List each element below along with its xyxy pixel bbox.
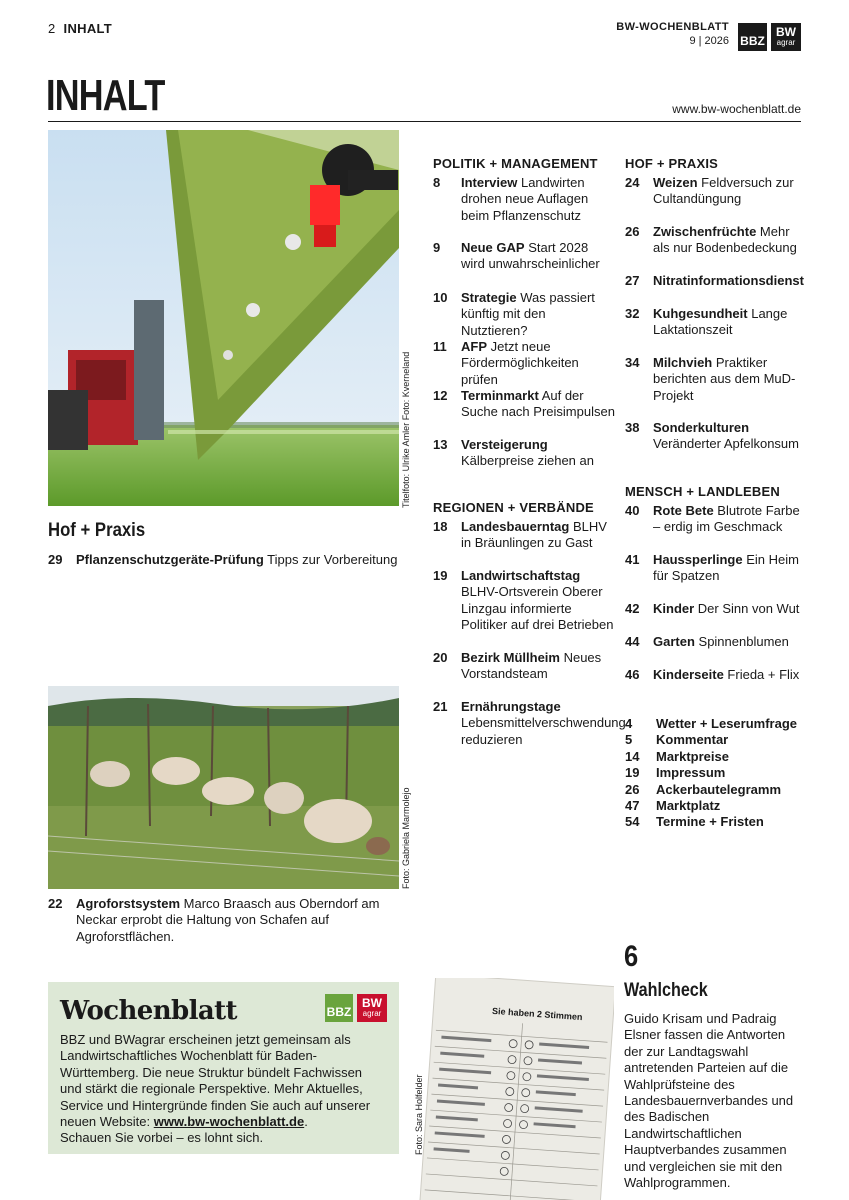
wochenblatt-closing: Schauen Sie vorbei – es lohnt sich. [60, 1130, 264, 1146]
wochenblatt-url[interactable]: www.bw-wochenblatt.de [153, 1114, 305, 1130]
regular-section-item[interactable] [625, 782, 805, 798]
website-link[interactable]: www.bw-wochenblatt.de [672, 102, 801, 116]
entry-title: Terminmarkt [461, 388, 539, 403]
toc-entry[interactable] [625, 503, 805, 536]
entry-page: 26 [625, 224, 640, 239]
entry-text: Neues Vorstandsteam [461, 650, 602, 682]
entry-text: Spinnenblumen [694, 634, 789, 649]
issue-number: 9 | 2026 [689, 35, 729, 47]
entry-title: Zwischenfrüchte [653, 224, 757, 239]
entry-title: Kuhgesundheit [653, 306, 748, 321]
item-label: Marktplatz [656, 798, 721, 814]
item-label: Marktpreise [656, 748, 729, 764]
entry-page: 46 [625, 667, 640, 682]
regular-section-item[interactable] [625, 814, 805, 830]
toc-entry[interactable] [625, 224, 805, 257]
politik-heading: POLITIK + MANAGEMENT [433, 156, 598, 171]
sheep-photo [48, 686, 399, 889]
toc-entry[interactable] [433, 519, 615, 552]
item-page: 54 [625, 814, 640, 830]
toc-entry[interactable] [433, 240, 615, 273]
item-page: 19 [625, 765, 640, 781]
regular-sections-list [625, 716, 805, 831]
entry-text: Praktiker berichten aus dem MuD-Projekt [653, 355, 796, 403]
entry-page: 13 [433, 437, 448, 452]
toc-entry[interactable] [625, 306, 805, 339]
bbz-logo: BBZ [738, 23, 767, 51]
toc-entry[interactable] [625, 420, 805, 453]
wochenblatt-text-block [60, 1032, 387, 1147]
wochenblatt-text: BBZ und BWagrar erscheinen jetzt gemeinsam als Landwirtschaftliches Wochenblatt für Baden-Württemberg. Die neue Struktur bündelt Fachwissen und stärkt die regionale Perspektive. Mehr Aktuelles, Service und Hintergründe finden Sie auch auf unserer neuen Website: [60, 1032, 371, 1130]
entry-title: Garten [653, 634, 695, 649]
entry-text: Jetzt neue Fördermöglichkeiten prüfen [461, 339, 579, 387]
toc-entry[interactable] [625, 667, 805, 683]
entry-title: Haussperlinge [653, 552, 743, 567]
bwagrar-logo-sub: agrar [776, 38, 796, 47]
entry-title: Pflanzenschutzgeräte-Prüfung [76, 552, 264, 567]
brand-block [616, 20, 729, 48]
entry-text: Lange Laktationszeit [653, 306, 788, 338]
toc-entry[interactable] [625, 175, 805, 208]
entry-title: Neue GAP [461, 240, 525, 255]
toc-entry[interactable] [433, 175, 615, 224]
regionen-heading: REGIONEN + VERBÄNDE [433, 500, 594, 515]
box-bbz-logo: BBZ [325, 994, 353, 1022]
item-page: 5 [625, 732, 633, 748]
entry-title: Milchvieh [653, 355, 713, 370]
item-label: Wetter + Leserumfrage [656, 716, 798, 731]
entry-page: 42 [625, 601, 640, 616]
wahlcheck-text: Guido Krisam und Padraig Elsner fassen die Antworten der zur Landtagswahl antretenden Parteien auf die Wahlprüfsteine des Landesbauernverbandes und des Badischen Landwirtschaftlichen Hauptverbandes zusammen und vergleichen sie mit den Wahlprogrammen. [624, 1011, 794, 1191]
regular-section-item[interactable] [625, 765, 805, 781]
photo2-credit: Foto: Gabriela Marmolejo [401, 787, 411, 889]
feature-entry[interactable] [48, 552, 399, 568]
mensch-heading: MENSCH + LANDLEBEN [625, 484, 780, 499]
entry-text: Blutrote Farbe – erdig im Geschmack [653, 503, 800, 535]
item-page: 26 [625, 781, 640, 797]
entry-page: 34 [625, 355, 640, 370]
toc-entry[interactable] [433, 388, 615, 421]
brand-name: BW-WOCHENBLATT [616, 21, 729, 33]
entry-text: Marco Braasch aus Oberndorf am Neckar erprobt die Haltung von Schafen auf Agroforstflächen. [76, 896, 380, 944]
toc-entry[interactable] [625, 355, 805, 404]
entry-title: Rote Bete [653, 503, 714, 518]
entry-page: 40 [625, 503, 640, 518]
toc-entry[interactable] [433, 339, 615, 388]
entry-page: 9 [433, 240, 441, 255]
page-number: 2 [48, 21, 56, 36]
entry-title: Weizen [653, 175, 698, 190]
entry-page: 32 [625, 306, 640, 321]
wahlcheck-page: 6 [624, 940, 639, 973]
entry-title: Versteigerung [461, 437, 548, 452]
toc-entry[interactable] [625, 601, 805, 617]
regular-section-item[interactable] [625, 749, 805, 765]
entry-page: 29 [48, 552, 63, 567]
entry-title: Kinder [653, 601, 695, 616]
item-page: 4 [625, 716, 633, 731]
entry-title: Kinderseite [653, 667, 724, 682]
ballot-photo [418, 978, 614, 1200]
toc-entry[interactable] [625, 552, 805, 585]
entry-text: Auf der Suche nach Preisimpulsen [461, 388, 615, 420]
photo1-credit: Titelfoto: Ulrike Amler Foto: Kverneland [401, 351, 411, 508]
bwagrar-logo-main: BW [776, 25, 796, 39]
entry-title: Sonderkulturen [653, 420, 750, 435]
bwagrar-logo [771, 23, 801, 51]
entry-title: Bezirk Müllheim [461, 650, 560, 665]
box-bwagrar-logo [357, 994, 387, 1022]
entry-text: BLHV in Bräunlingen zu Gast [461, 519, 607, 551]
sheep-illustration [48, 686, 399, 889]
item-label: Ackerbautelegramm [656, 781, 781, 797]
entry-text: BLHV-Ortsverein Oberer Linzgau informierte Politiker auf drei Betrieben [461, 584, 614, 633]
entry-title: Strategie [461, 290, 517, 305]
item-label: Impressum [656, 765, 726, 781]
box-bwagrar-logo-main: BW [362, 996, 382, 1010]
item-page: 14 [625, 748, 640, 764]
entry-title: Landwirtschaftstag [461, 568, 581, 583]
entry-text: Lebensmittelverschwendung reduzieren [461, 715, 626, 747]
agroforst-entry[interactable] [48, 896, 406, 945]
wochenblatt-title: Wochenblatt [60, 996, 237, 1026]
entry-page: 22 [48, 896, 63, 911]
entry-text: Frieda + Flix [723, 667, 800, 682]
entry-title: AFP [461, 339, 487, 354]
entry-text: Tipps zur Vorbereitung [263, 552, 398, 567]
entry-text: Mehr als nur Bodenbedeckung [653, 224, 797, 256]
regular-section-item[interactable] [625, 732, 805, 748]
hof-heading: HOF + PRAXIS [625, 156, 719, 171]
entry-page: 21 [433, 699, 448, 714]
toc-entry[interactable] [433, 699, 626, 748]
toc-entry[interactable] [433, 568, 615, 634]
entry-page: 8 [433, 175, 441, 190]
regular-section-item[interactable] [625, 716, 805, 732]
entry-text: Start 2028 wird unwahrscheinlicher [461, 240, 600, 272]
sprayer-photo [48, 130, 399, 506]
entry-page: 24 [625, 175, 640, 190]
entry-text: Feldversuch zur Cultandüngung [653, 175, 794, 207]
entry-page: 27 [625, 273, 640, 288]
toc-entry[interactable] [433, 290, 615, 339]
entry-page: 44 [625, 634, 640, 649]
toc-entry[interactable] [433, 650, 615, 683]
item-label: Kommentar [656, 732, 729, 748]
section-label: INHALT [63, 21, 113, 36]
entry-page: 38 [625, 420, 640, 435]
entry-page: 11 [433, 339, 447, 354]
entry-page: 19 [433, 568, 448, 583]
entry-page: 18 [433, 519, 448, 534]
entry-text: Was passiert künftig mit den Nutztieren? [461, 290, 595, 338]
wochenblatt-url-suffix: . [304, 1114, 308, 1130]
wahlcheck-title[interactable]: Wahlcheck [624, 980, 708, 1001]
entry-text: Veränderter Apfelkonsum [653, 436, 799, 452]
feature-heading: Hof + Praxis [48, 520, 146, 541]
entry-text: Ein Heim für Spatzen [653, 552, 799, 584]
toc-entry[interactable] [433, 437, 615, 470]
toc-entry[interactable] [625, 273, 805, 289]
box-bwagrar-logo-sub: agrar [362, 1009, 382, 1018]
photo3-credit: Foto: Sara Holfelder [414, 1074, 424, 1155]
entry-title: Landesbauerntag [461, 519, 570, 534]
header-divider [48, 121, 801, 122]
entry-title: Interview [461, 175, 518, 190]
item-label: Termine + Fristen [656, 814, 764, 830]
entry-page: 20 [433, 650, 448, 665]
page-header-left [48, 21, 112, 36]
toc-entry[interactable] [625, 634, 805, 650]
entry-page: 41 [625, 552, 640, 567]
entry-page: 12 [433, 388, 448, 403]
item-page: 47 [625, 798, 640, 814]
regular-section-item[interactable] [625, 798, 805, 814]
entry-text: Der Sinn von Wut [694, 601, 800, 616]
ballot-heading: Sie haben 2 Stimmen [491, 1005, 583, 1023]
entry-title: Ernährungstage [461, 699, 561, 714]
entry-title: Agroforstsystem [76, 896, 181, 911]
entry-page: 10 [433, 290, 448, 305]
entry-text: Kälberpreise ziehen an [461, 453, 594, 469]
page-title: INHALT [46, 71, 165, 120]
sprayer-illustration [48, 130, 399, 506]
entry-title: Nitratinformationsdienst [653, 273, 804, 288]
entry-text: Landwirten drohen neue Auflagen beim Pflanzenschutz [461, 175, 589, 223]
